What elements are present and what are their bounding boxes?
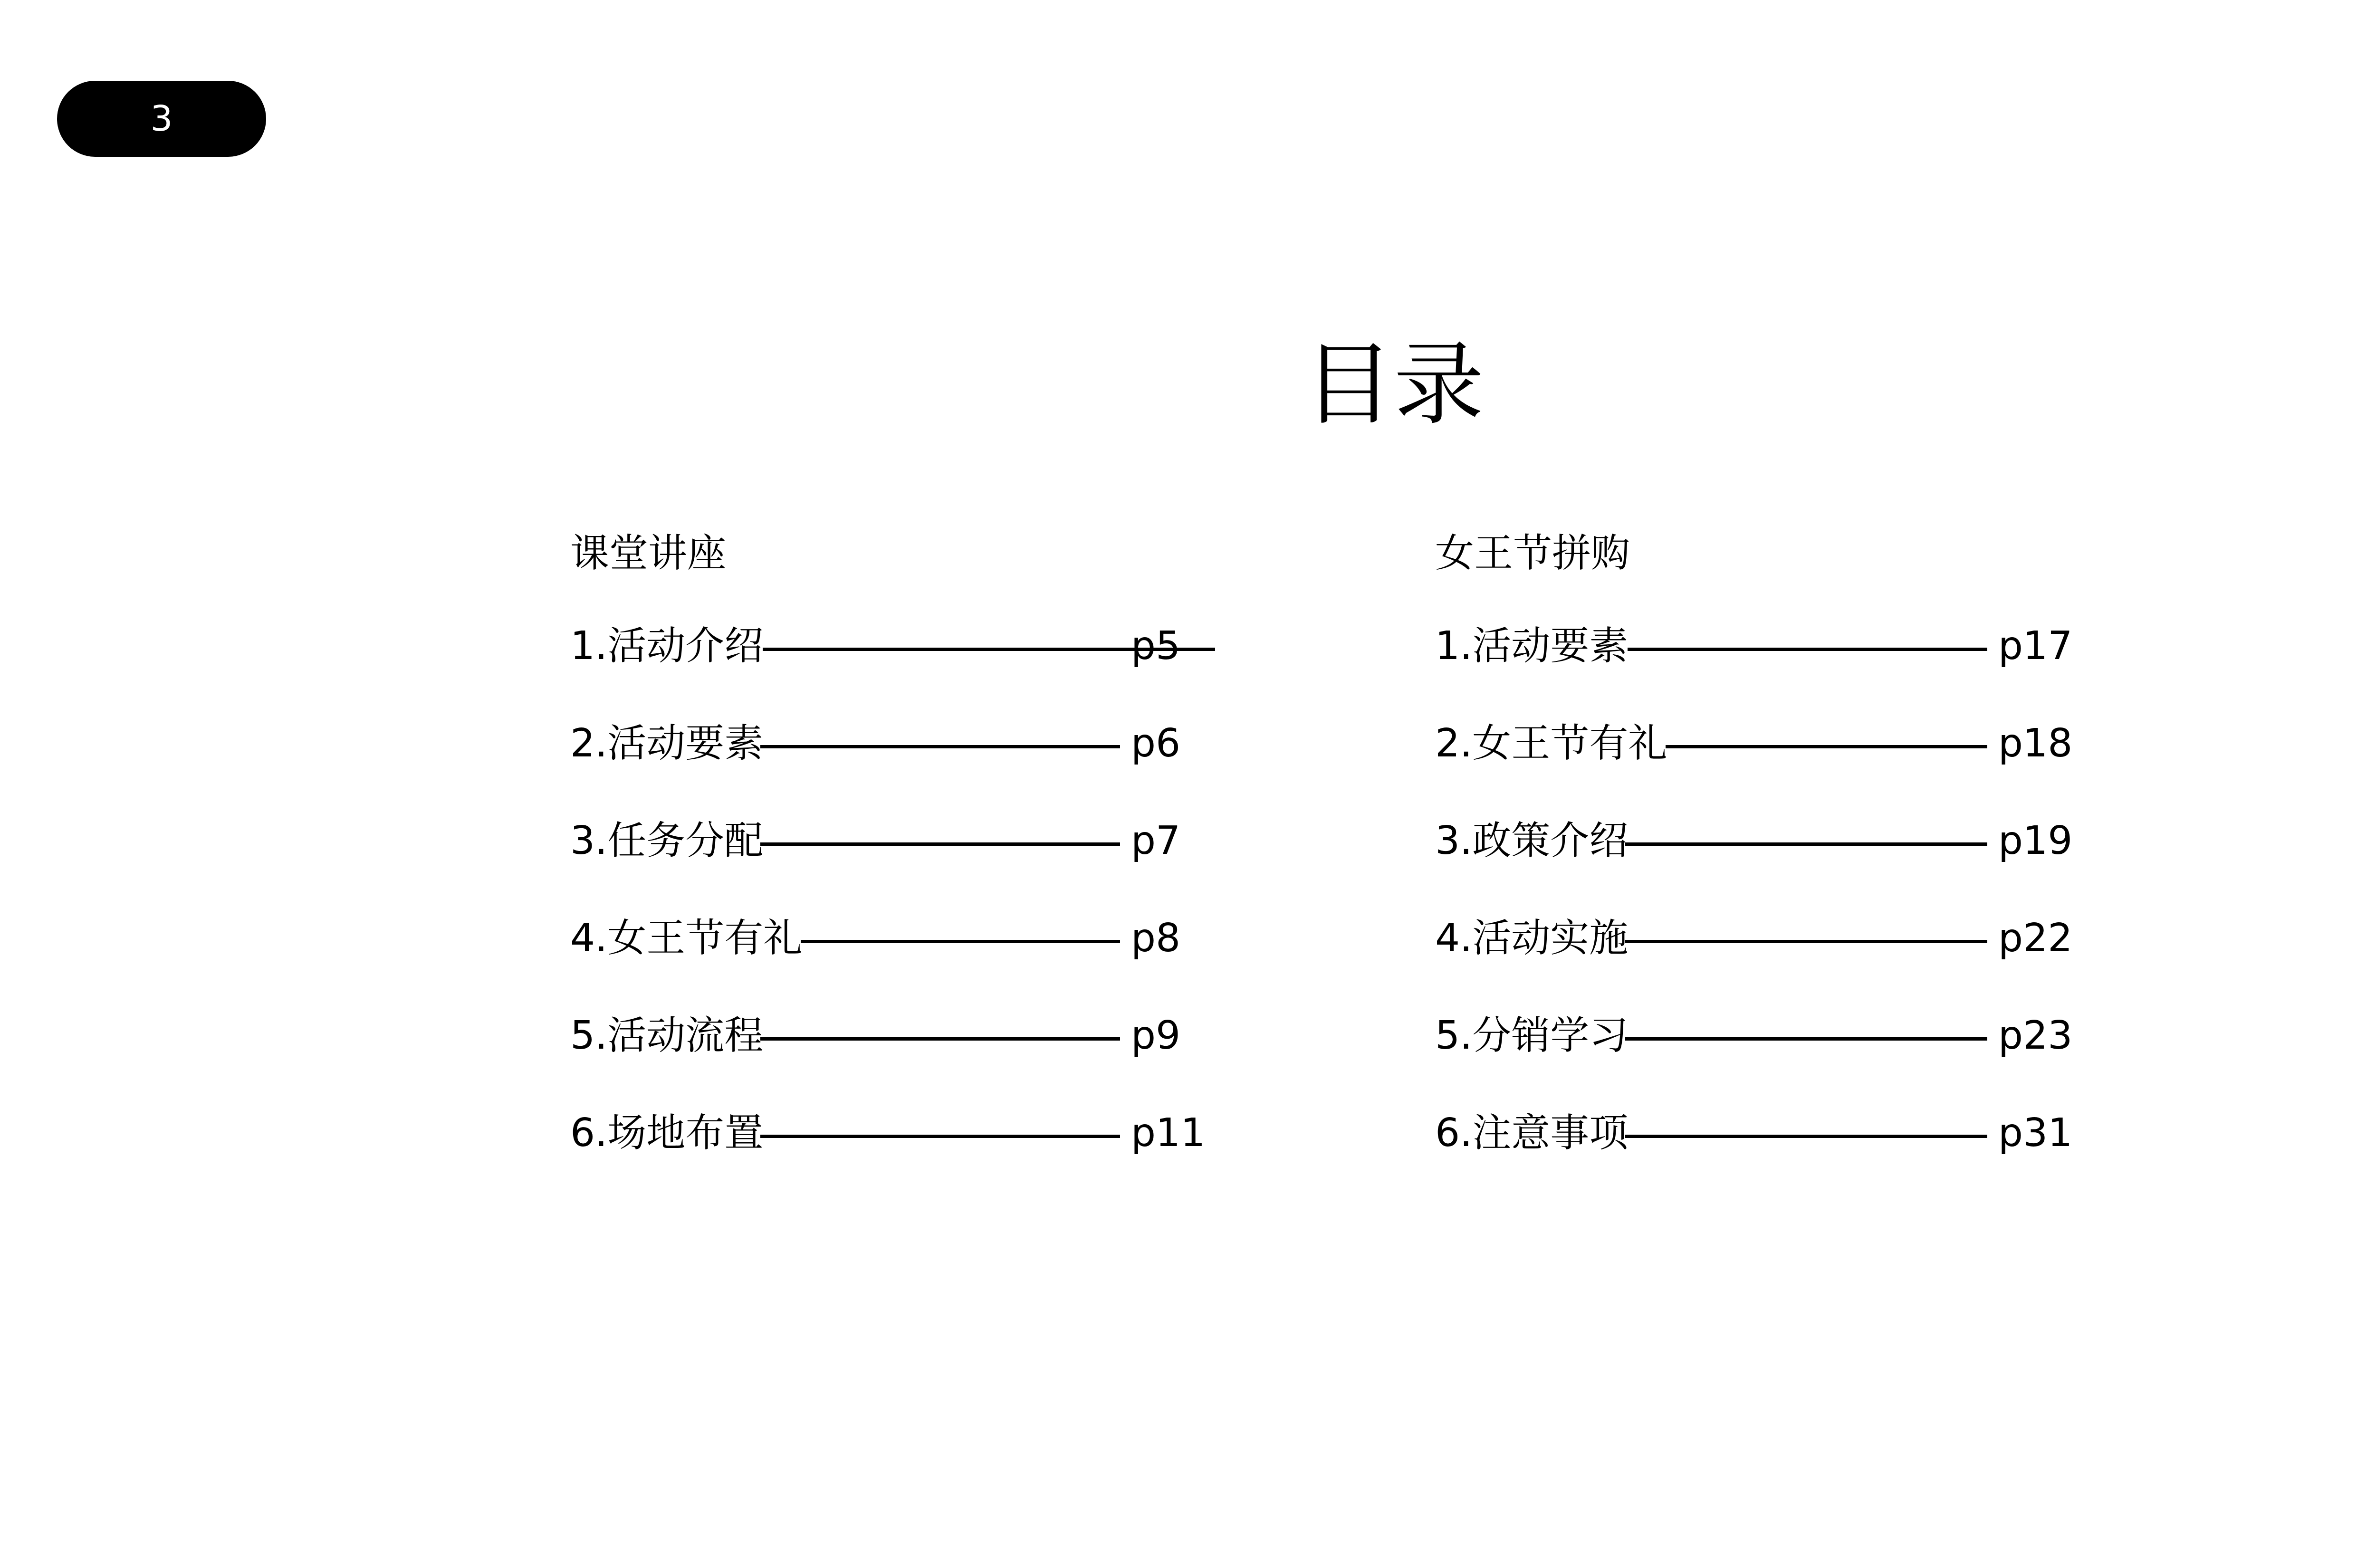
toc-item-page: p9 [1131,1013,1181,1058]
toc-item-label: 5.分销学习 [1435,1013,1629,1058]
toc-item-page: p11 [1131,1110,1206,1156]
leader-line [1625,940,1987,943]
toc-item-page: p18 [1998,721,2073,766]
toc-item-label: 1.活动要素 [1435,623,1629,669]
toc-item-label: 6.场地布置 [570,1110,764,1156]
toc-item-page: p8 [1131,916,1181,961]
section-heading: 女王节拼购 [1435,531,1630,576]
toc-item-label: 1.活动介绍 [570,623,764,669]
toc-item-label: 2.女王节有礼 [1435,721,1667,766]
section-heading: 课堂讲座 [570,531,727,576]
toc-item-page: p17 [1998,623,2073,669]
leader-line [760,745,1120,748]
toc-item-page: p22 [1998,916,2073,961]
leader-line [1666,745,1987,748]
leader-line [1625,842,1987,846]
leader-line [760,842,1120,846]
toc-item-page: p23 [1998,1013,2073,1058]
toc-item-page: p5 [1131,623,1181,669]
leader-line [801,940,1120,943]
toc-item-label: 6.注意事项 [1435,1110,1629,1156]
leader-line [1625,1135,1987,1138]
toc-item-page: p31 [1998,1110,2073,1156]
toc-item-label: 3.任务分配 [570,818,764,863]
toc-item-label: 3.政策介绍 [1435,818,1629,863]
leader-line [760,1037,1120,1041]
toc-item-label: 4.女王节有礼 [570,916,803,961]
page-number-badge: 3 [57,81,266,157]
leader-line [1628,648,1987,651]
toc-item-page: p19 [1998,818,2073,863]
leader-line [1625,1037,1987,1041]
toc-item-page: p7 [1131,818,1181,863]
page-title: 目录 [1303,332,1484,437]
toc-item-page: p6 [1131,721,1181,766]
toc-item-label: 4.活动实施 [1435,916,1629,961]
toc-item-label: 5.活动流程 [570,1013,764,1058]
toc-item-label: 2.活动要素 [570,721,764,766]
leader-line [760,1135,1120,1138]
